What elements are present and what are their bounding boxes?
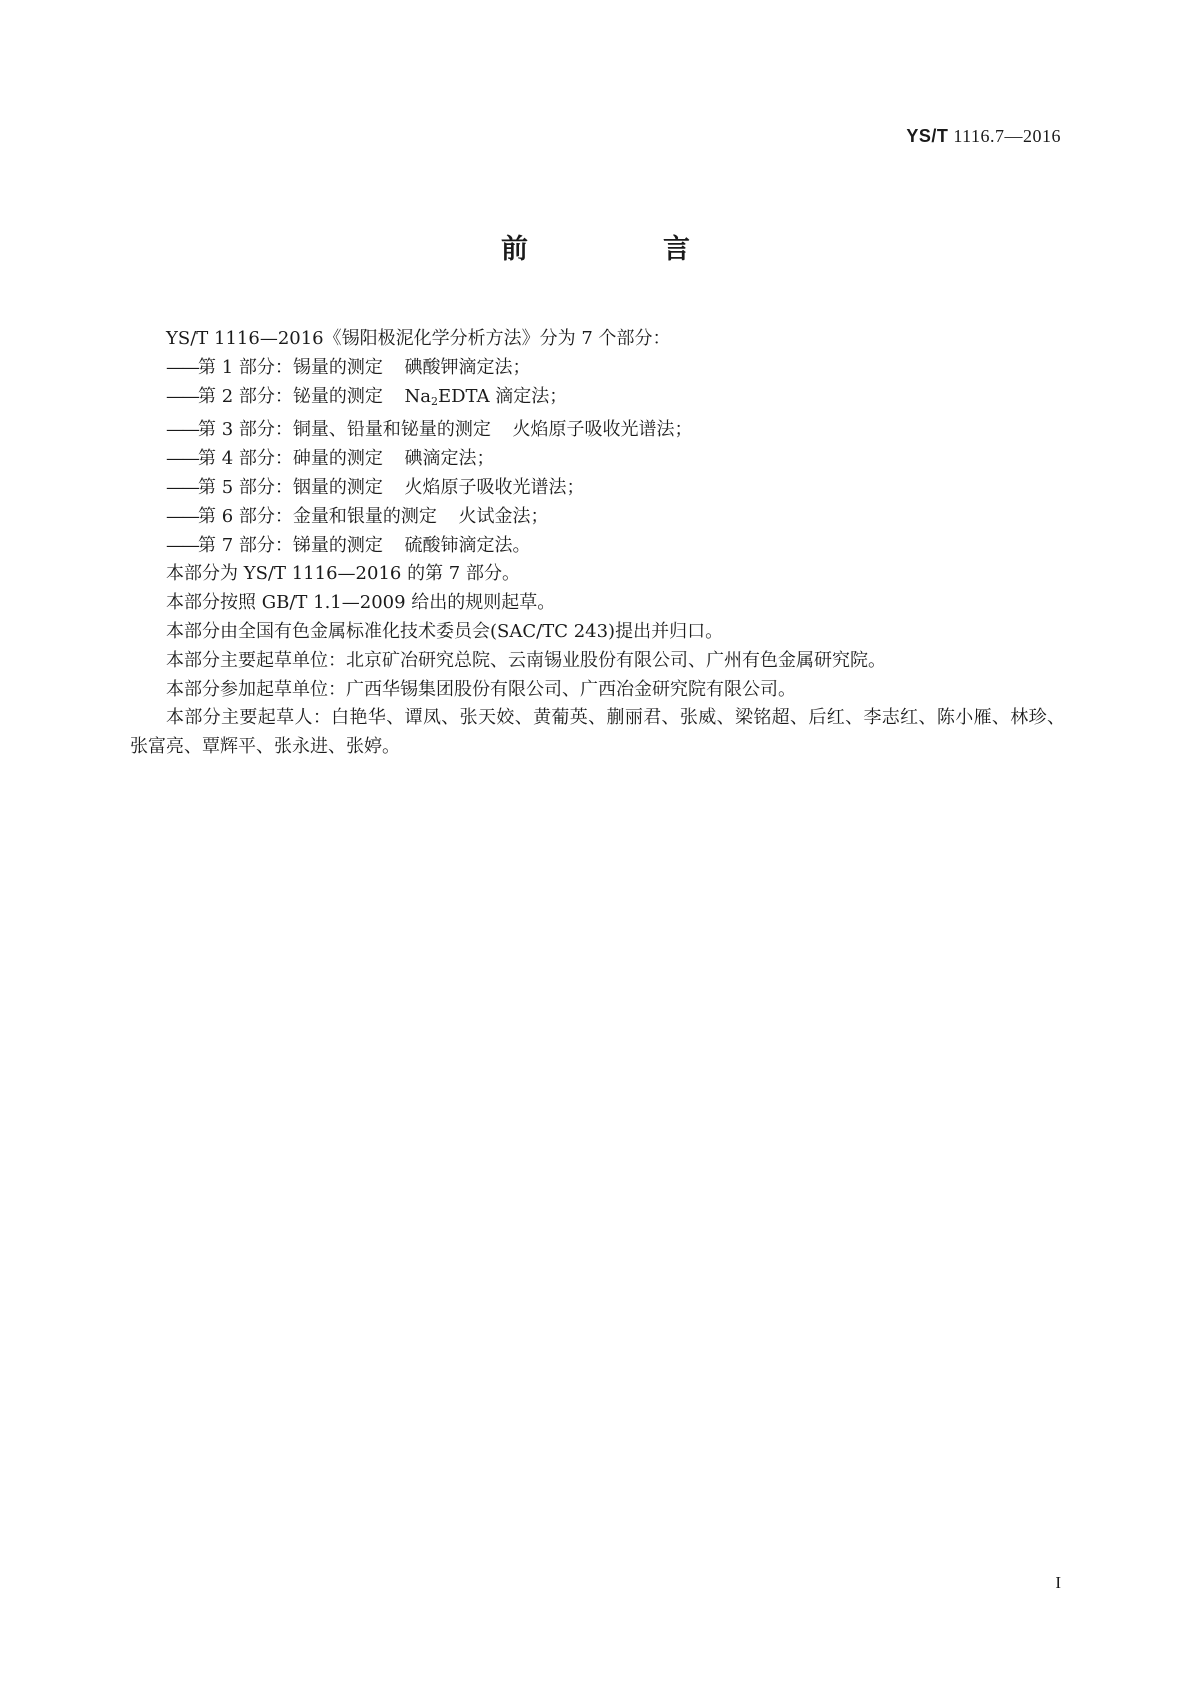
- list-item: [130, 532, 1065, 561]
- statement-paragraph: 本部分参加起草单位：广西华锡集团股份有限公司、广西冶金研究院有限公司。: [166, 678, 796, 700]
- part-method: 火焰原子吸收光谱法；: [512, 419, 693, 441]
- part-label: 第 5 部分：铟量的测定: [198, 476, 383, 498]
- list-item: [130, 354, 1065, 383]
- standard-prefix: YS/T: [906, 126, 949, 146]
- part-label: 第 4 部分：砷量的测定: [198, 448, 383, 470]
- drafters-paragraph: 本部分主要起草人：白艳华、谭凤、张天姣、黄葡英、蒯丽君、张威、梁铭超、后红、李志红、陈小雁、林珍、张富亮、覃辉平、张永进、张婷。: [130, 707, 1065, 758]
- part-label: 第 6 部分：金量和银量的测定: [198, 505, 437, 527]
- list-item: [130, 445, 1065, 474]
- list-dash: ——: [166, 419, 198, 441]
- page-number: I: [1055, 1573, 1061, 1592]
- part-method: $Na_2EDTA$ 滴定法；: [404, 385, 568, 408]
- standard-number: 1116.7—2016: [953, 126, 1061, 146]
- part-label: 第 2 部分：铋量的测定: [198, 385, 383, 407]
- part-label: 第 7 部分：锑量的测定: [198, 534, 383, 556]
- intro-paragraph: YS/T 1116—2016《锡阳极泥化学分析方法》分为 7 个部分：: [166, 328, 671, 349]
- statement-paragraph: 本部分由全国有色金属标准化技术委员会(SAC/TC 243)提出并归口。: [166, 620, 724, 642]
- statement-paragraph: 本部分主要起草单位：北京矿冶研究总院、云南锡业股份有限公司、广州有色金属研究院。: [166, 649, 886, 671]
- list-dash: ——: [166, 505, 198, 527]
- part-method: 硫酸铈滴定法。: [404, 534, 531, 556]
- list-dash: ——: [166, 385, 198, 407]
- part-method: 火焰原子吸收光谱法；: [404, 476, 585, 498]
- document-body: [130, 325, 1065, 762]
- statement-paragraph: 本部分按照 GB/T 1.1—2009 给出的规则起草。: [166, 592, 556, 614]
- page-title: 前 言: [501, 234, 744, 265]
- statement-paragraph: 本部分为 YS/T 1116—2016 的第 7 部分。: [166, 563, 520, 585]
- part-method: 碘酸钾滴定法；: [404, 356, 531, 378]
- list-dash: ——: [166, 448, 198, 470]
- part-label: 第 3 部分：铜量、铅量和铋量的测定: [198, 419, 491, 441]
- part-method: 火试金法；: [458, 505, 549, 527]
- list-item: [130, 383, 1065, 417]
- list-dash: ——: [166, 476, 198, 498]
- list-dash: ——: [166, 356, 198, 378]
- list-item: [130, 503, 1065, 532]
- document-header: [906, 126, 1061, 147]
- part-label: 第 1 部分：锡量的测定: [198, 356, 383, 378]
- list-item: [130, 474, 1065, 503]
- list-dash: ——: [166, 534, 198, 556]
- part-method: 碘滴定法；: [404, 448, 495, 470]
- list-item: [130, 416, 1065, 445]
